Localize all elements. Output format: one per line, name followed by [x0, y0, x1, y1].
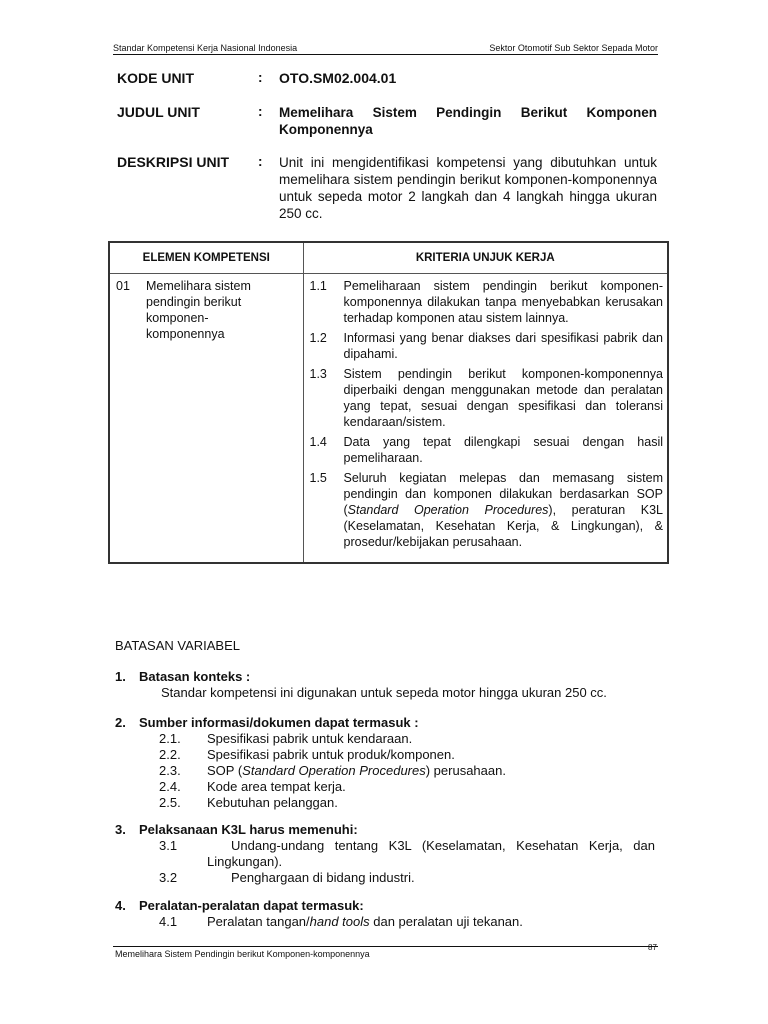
- section-number: 4.: [115, 898, 126, 913]
- judul-unit-colon: :: [258, 104, 263, 119]
- criteria-text-part: Seluruh kegiatan melepas dan memasang sistem pendingin dan komponen dilakukan berdasarkan SOP (: [343, 471, 663, 517]
- list-item: 2.4. Kode area tempat kerja.: [159, 779, 346, 794]
- header-right-text: Sektor Otomotif Sub Sektor Sepada Motor: [489, 43, 658, 53]
- page-number: 87: [648, 943, 657, 952]
- footer-divider: [113, 946, 658, 947]
- criteria-text: Pemeliharaan sistem pendingin berikut komponen-komponennya dilakukan tanpa menyebabkan kerusakan terhadap komponen atau sistem lainnya.: [343, 279, 663, 325]
- section-1: [115, 669, 663, 701]
- criteria-text: [344, 470, 664, 550]
- criteria-number: 1.3: [309, 367, 327, 381]
- footer-text: Memelihara Sistem Pendingin berikut Komponen-komponennya: [115, 949, 370, 959]
- element-number: 01: [116, 279, 130, 293]
- list-item: 2.3. SOP (Standard Operation Procedures) perusahaan.: [159, 763, 506, 778]
- list-item: 2.1. Spesifikasi pabrik untuk kendaraan.: [159, 731, 413, 746]
- section-text: Standar kompetensi ini digunakan untuk sepeda motor hingga ukuran 250 cc.: [161, 685, 607, 700]
- criteria-item: [310, 278, 664, 326]
- criteria-item: [310, 330, 664, 362]
- table-header-row: [109, 242, 668, 274]
- list-item: 3.1 Undang-undang tentang K3L (Keselamatan, Kesehatan Kerja, dan Lingkungan).: [159, 838, 655, 869]
- element-text: Memelihara sistem pendingin berikut komponen-komponennya: [146, 279, 251, 341]
- page-header: [113, 43, 658, 53]
- criteria-number: 1.1: [309, 279, 327, 293]
- criteria-text-italic: Standard Operation Procedures: [347, 503, 549, 517]
- criteria-text-part: ), peraturan K3L (Keselamatan, Kesehatan Kerja, & Lingkungan), & prosedur/kebijakan perusahaan.: [343, 503, 663, 549]
- criteria-text: Data yang tepat dilengkapi sesuai dengan hasil pemeliharaan.: [343, 435, 663, 465]
- criteria-number: 1.2: [309, 331, 327, 345]
- judul-unit-value: Memelihara Sistem Pendingin Berikut Komponen Komponennya: [279, 105, 657, 137]
- criteria-text: Sistem pendingin berikut komponen-komponennya diperbaiki dengan menggunakan metode dan peralatan yang tepat, sesuai dengan spesifikasi dan toleransi kendaraan/sistem.: [343, 367, 663, 429]
- header-left-text: Standar Kompetensi Kerja Nasional Indonesia: [113, 43, 298, 53]
- judul-unit-label: JUDUL UNIT: [117, 104, 200, 120]
- section-4: [115, 898, 663, 930]
- criteria-text: Informasi yang benar diakses dari spesifikasi pabrik dan dipahami.: [343, 331, 663, 361]
- section-number: 1.: [115, 669, 126, 684]
- batasan-title: BATASAN VARIABEL: [115, 638, 240, 653]
- section-3: [115, 822, 663, 886]
- kode-unit-colon: :: [258, 70, 263, 85]
- section-title: Sumber informasi/dokumen dapat termasuk :: [139, 715, 419, 730]
- section-2: [115, 715, 663, 811]
- criteria-cell: [303, 274, 668, 564]
- criteria-item: [310, 470, 664, 550]
- section-number: 2.: [115, 715, 126, 730]
- deskripsi-unit-value: Unit ini mengidentifikasi kompetensi yang dibutuhkan untuk memelihara sistem pendingin berikut komponen-komponennya untuk sepeda motor 2 langkah dan 4 langkah hingga ukuran 250 cc.: [279, 155, 657, 221]
- column-header-elemen: ELEMEN KOMPETENSI: [109, 242, 303, 274]
- section-title: Pelaksanaan K3L harus memenuhi:: [139, 822, 358, 837]
- deskripsi-unit-colon: :: [258, 154, 263, 169]
- header-divider: [113, 54, 658, 55]
- list-item: 4.1 Peralatan tangan/hand tools dan peralatan uji tekanan.: [159, 914, 523, 929]
- kode-unit-value: OTO.SM02.004.01: [279, 70, 397, 86]
- competency-table: [108, 241, 669, 564]
- element-cell: [109, 274, 303, 564]
- deskripsi-unit-label: DESKRIPSI UNIT: [117, 154, 230, 170]
- criteria-item: [310, 366, 664, 430]
- section-number: 3.: [115, 822, 126, 837]
- criteria-item: [310, 434, 664, 466]
- criteria-number: 1.5: [309, 471, 327, 485]
- table-row: [109, 274, 668, 564]
- section-title: Peralatan-peralatan dapat termasuk:: [139, 898, 364, 913]
- list-item: 2.5. Kebutuhan pelanggan.: [159, 795, 338, 810]
- kode-unit-label: KODE UNIT: [117, 70, 194, 86]
- section-title: Batasan konteks :: [139, 669, 251, 684]
- list-item: 3.2 Penghargaan di bidang industri.: [159, 870, 415, 885]
- list-item: 2.2. Spesifikasi pabrik untuk produk/komponen.: [159, 747, 455, 762]
- column-header-kriteria: KRITERIA UNJUK KERJA: [303, 242, 668, 274]
- criteria-number: 1.4: [309, 435, 327, 449]
